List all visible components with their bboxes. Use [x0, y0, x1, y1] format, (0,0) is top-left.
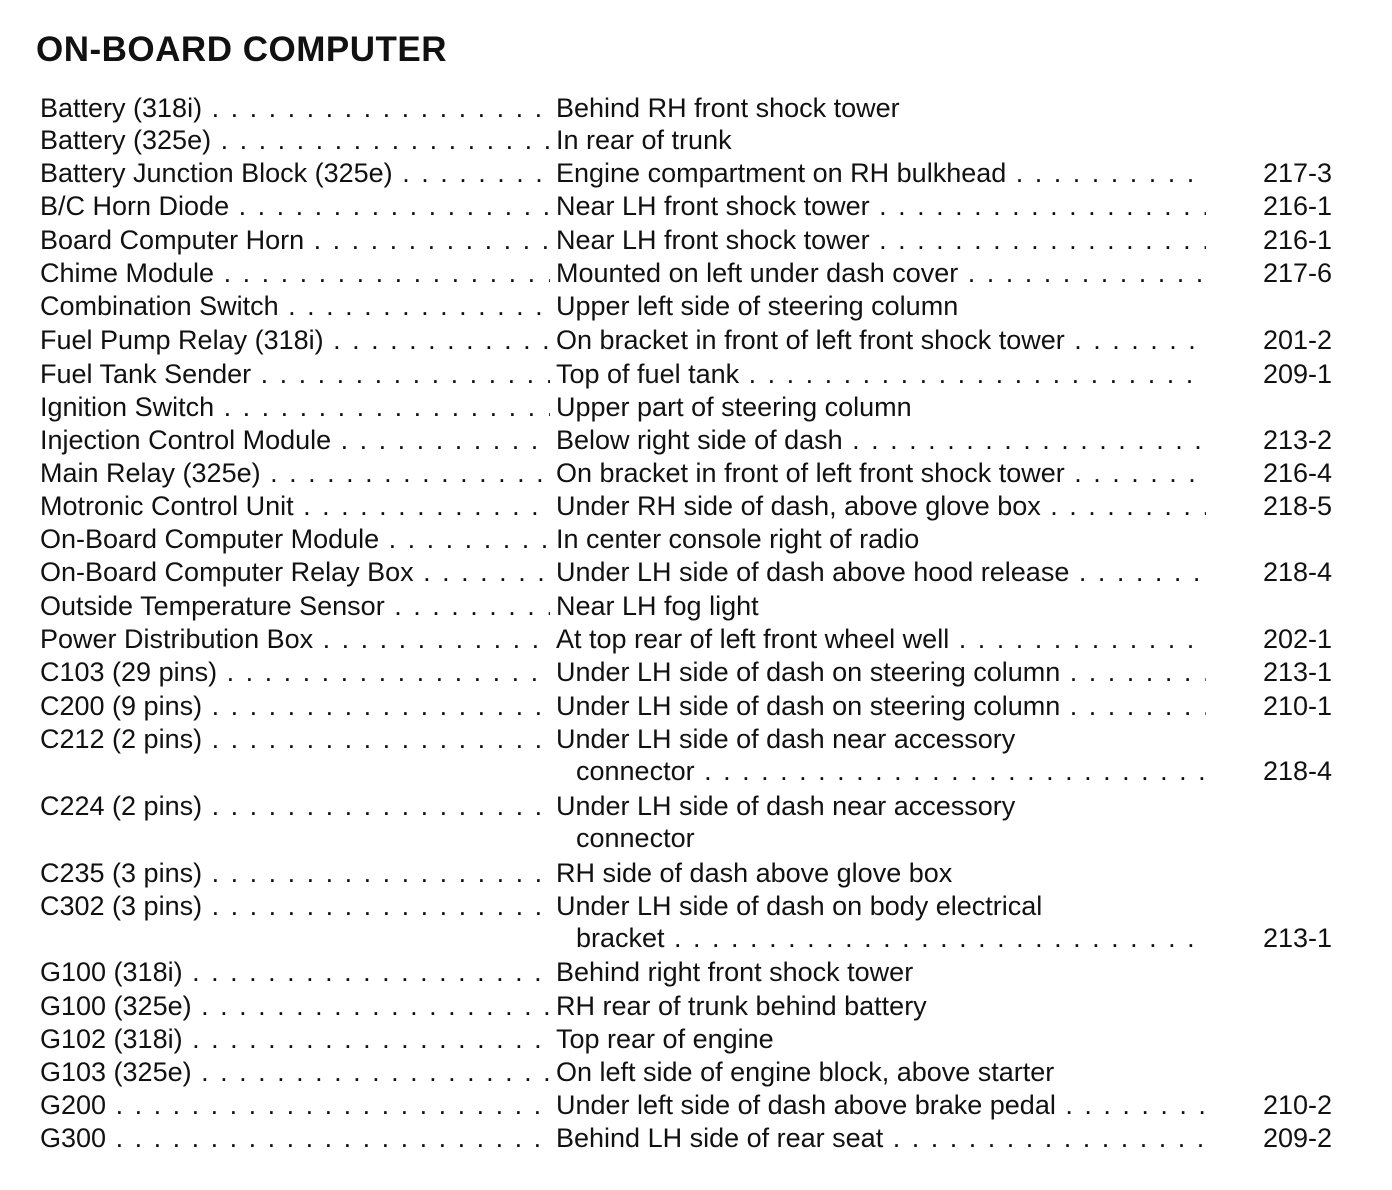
component-location: [556, 1089, 1206, 1121]
component-name: Board Computer Horn . . .: [40, 224, 550, 256]
component-location: [556, 358, 1206, 390]
location-line: connector . . .: [556, 755, 1206, 787]
location-line: RH side of dash above glove box: [556, 858, 953, 888]
component-name: Motronic Control Unit . . .: [40, 490, 550, 522]
component-location: [556, 590, 1206, 622]
component-name: C302 (3 pins) . . .: [40, 890, 550, 922]
component-location: [556, 324, 1206, 356]
location-line: bracket . . .: [556, 922, 1206, 954]
component-name: Fuel Tank Sender . . .: [40, 358, 550, 390]
component-name: B/C Horn Diode . . .: [40, 190, 550, 222]
diagram-reference: 218-5: [1262, 491, 1332, 521]
component-name: On-Board Computer Relay Box . . .: [40, 556, 550, 588]
component-name: C103 (29 pins) . . .: [40, 656, 550, 688]
component-location: [556, 391, 1206, 423]
component-name: G300 . . .: [40, 1122, 550, 1154]
diagram-reference: 209-2: [1262, 1123, 1332, 1153]
component-location: [556, 92, 1206, 124]
component-location: [556, 224, 1206, 256]
location-line: connector: [576, 823, 695, 853]
component-location: [556, 457, 1206, 489]
component-name: G100 (325e) . . .: [40, 990, 550, 1022]
location-line: Under LH side of dash above hood release . . .: [556, 556, 1206, 588]
diagram-reference: 216-1: [1262, 191, 1332, 221]
location-line: Under LH side of dash near accessory: [556, 724, 1016, 754]
diagram-reference: 216-4: [1262, 458, 1332, 488]
location-line: Near LH front shock tower . . .: [556, 190, 1206, 222]
component-location: [556, 1023, 1206, 1055]
diagram-reference: 213-2: [1262, 425, 1332, 455]
component-name: G200 . . .: [40, 1089, 550, 1121]
diagram-reference: 213-1: [1262, 923, 1332, 953]
component-location: [556, 790, 1206, 854]
location-line: In rear of trunk: [556, 125, 732, 155]
location-line: Under LH side of dash near accessory: [556, 791, 1016, 821]
location-line: Top of fuel tank . . .: [556, 358, 1206, 390]
location-line: Under LH side of dash on body electrical: [556, 891, 1043, 921]
component-name: Battery (318i) . . .: [40, 92, 550, 124]
component-name: Injection Control Module . . .: [40, 424, 550, 456]
location-line: Mounted on left under dash cover . . .: [556, 257, 1206, 289]
location-line: Under LH side of dash on steering column . . .: [556, 656, 1206, 688]
component-name: Outside Temperature Sensor . . .: [40, 590, 550, 622]
component-location: [556, 523, 1206, 555]
component-location: [556, 290, 1206, 322]
component-name: Fuel Pump Relay (318i) . . .: [40, 324, 550, 356]
component-location: [556, 857, 1206, 889]
component-location: [556, 690, 1206, 722]
diagram-reference: 216-1: [1262, 225, 1332, 255]
component-name: Chime Module . . .: [40, 257, 550, 289]
component-location: [556, 490, 1206, 522]
component-name: Main Relay (325e) . . .: [40, 457, 550, 489]
location-line: Under LH side of dash on steering column . . .: [556, 690, 1206, 722]
component-location: [556, 890, 1206, 954]
diagram-reference: 210-2: [1262, 1090, 1332, 1120]
page-title: ON-BOARD COMPUTER: [36, 30, 447, 69]
component-name: On-Board Computer Module . . .: [40, 523, 550, 555]
location-line: Engine compartment on RH bulkhead . . .: [556, 157, 1206, 189]
component-name: Ignition Switch . . .: [40, 391, 550, 423]
component-name: C212 (2 pins) . . .: [40, 723, 550, 755]
component-location: [556, 656, 1206, 688]
component-location: [556, 556, 1206, 588]
diagram-reference: 210-1: [1262, 691, 1332, 721]
location-line: Upper part of steering column: [556, 392, 912, 422]
diagram-reference: 201-2: [1262, 325, 1332, 355]
diagram-reference: 218-4: [1262, 557, 1332, 587]
location-line: Top rear of engine: [556, 1024, 774, 1054]
component-location: [556, 257, 1206, 289]
component-name: G100 (318i) . . .: [40, 956, 550, 988]
diagram-reference: 202-1: [1262, 624, 1332, 654]
location-line: On left side of engine block, above starter: [556, 1057, 1055, 1087]
location-line: Under RH side of dash, above glove box . . .: [556, 490, 1206, 522]
location-line: Near LH front shock tower . . .: [556, 224, 1206, 256]
component-name: Battery (325e) . . .: [40, 124, 550, 156]
component-location: [556, 157, 1206, 189]
component-location: [556, 124, 1206, 156]
component-name: G102 (318i) . . .: [40, 1023, 550, 1055]
location-line: Behind right front shock tower: [556, 957, 914, 987]
component-location: [556, 424, 1206, 456]
component-name: G103 (325e) . . .: [40, 1056, 550, 1088]
component-name: C235 (3 pins) . . .: [40, 857, 550, 889]
component-name: Battery Junction Block (325e) . . .: [40, 157, 550, 189]
component-location: [556, 723, 1206, 787]
location-line: Near LH fog light: [556, 591, 759, 621]
diagram-reference: 218-4: [1262, 756, 1332, 786]
component-name: Combination Switch . . .: [40, 290, 550, 322]
diagram-reference: 213-1: [1262, 657, 1332, 687]
component-location: [556, 956, 1206, 988]
diagram-reference: 217-6: [1262, 258, 1332, 288]
location-line: At top rear of left front wheel well . . .: [556, 623, 1206, 655]
component-location: [556, 190, 1206, 222]
location-line: Under left side of dash above brake pedal . . .: [556, 1089, 1206, 1121]
component-name: C224 (2 pins) . . .: [40, 790, 550, 822]
component-location: [556, 623, 1206, 655]
location-line: On bracket in front of left front shock tower . . .: [556, 324, 1206, 356]
component-location: [556, 1122, 1206, 1154]
diagram-reference: 217-3: [1262, 158, 1332, 188]
location-line: Upper left side of steering column: [556, 291, 959, 321]
component-name: C200 (9 pins) . . .: [40, 690, 550, 722]
location-line: On bracket in front of left front shock tower . . .: [556, 457, 1206, 489]
location-line: RH rear of trunk behind battery: [556, 991, 927, 1021]
component-name: Power Distribution Box . . .: [40, 623, 550, 655]
location-line: In center console right of radio: [556, 524, 920, 554]
component-location: [556, 1056, 1206, 1088]
diagram-reference: 209-1: [1262, 359, 1332, 389]
location-line: Behind LH side of rear seat . . .: [556, 1122, 1206, 1154]
location-line: Below right side of dash . . .: [556, 424, 1206, 456]
component-location: [556, 990, 1206, 1022]
location-line: Behind RH front shock tower: [556, 93, 900, 123]
